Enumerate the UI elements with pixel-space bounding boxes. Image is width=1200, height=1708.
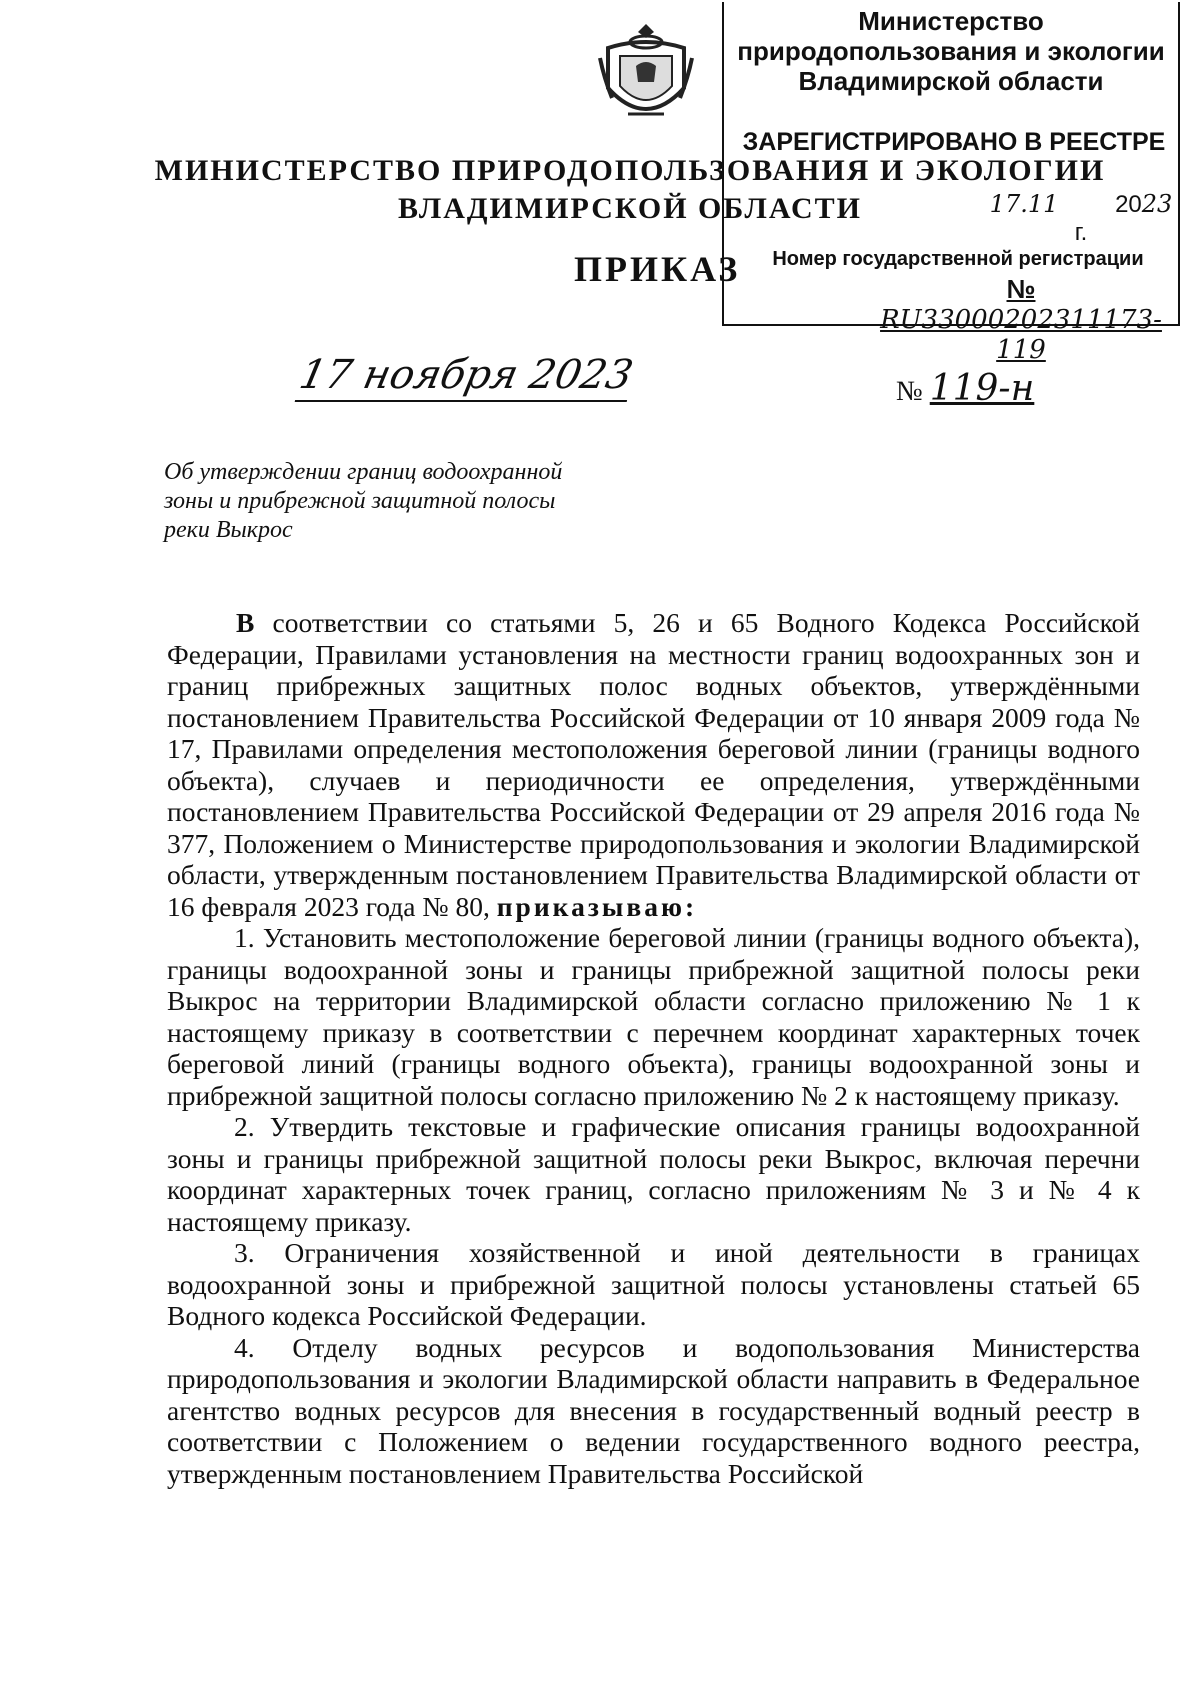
subject-line2: зоны и прибрежной защитной полосы <box>164 488 556 514</box>
stamp-date-handwritten: 17.11 <box>989 190 1059 218</box>
stamp-number-sign: № <box>1006 274 1036 304</box>
order-subject <box>164 458 614 545</box>
intro-paragraph <box>167 607 1140 922</box>
order-number-handwritten: 119-н <box>929 368 1035 409</box>
paragraph-3: 3. Ограничения хозяйственной и иной деятельности в границах водоохранной зоны и прибрежной защитной полосы установлены статьей 65 Водного кодекса Российской Федерации. <box>167 1237 1140 1331</box>
order-number <box>896 368 1034 409</box>
ministry-heading <box>150 152 1110 228</box>
stamp-reg-number <box>864 274 1178 365</box>
order-word: приказываю: <box>496 890 698 922</box>
paragraph-2: 2. Утвердить текстовые и графические описания границы водоохранной зоны и границы прибрежной защитной полосы реки Выкрос, включая перечни координат характерных точек границ, согласно приложениям № 3 и № 4 к настоящему приказу. <box>167 1111 1140 1237</box>
order-number-sign: № <box>896 376 923 407</box>
stamp-registered-label: ЗАРЕГИСТРИРОВАНО В РЕЕСТРЕ <box>742 128 1166 156</box>
stamp-ministry-name <box>724 6 1178 96</box>
ministry-heading-line1: МИНИСТЕРСТВО ПРИРОДОПОЛЬЗОВАНИЯ И ЭКОЛОГИИ <box>154 154 1106 187</box>
ministry-heading-line2: ВЛАДИМИРСКОЙ ОБЛАСТИ <box>398 192 862 225</box>
stamp-reg-number-handwritten: RU33000202311173-119 <box>880 305 1162 365</box>
stamp-line3: Владимирской области <box>798 66 1104 96</box>
stamp-line1: Министерство <box>858 6 1044 36</box>
subject-line1: Об утверждении границ водоохранной <box>164 459 563 485</box>
subject-line3: реки Выкрос <box>164 517 293 543</box>
paragraph-4: 4. Отделу водных ресурсов и водопользования Министерства природопользования и экологии Владимирской области направить в Федеральное агентство водных ресурсов для внесения в государственный водный реестр в соответствии с Положением о ведении государственного водного реестра, утвержденным постановлением Правительства Российской <box>167 1331 1140 1489</box>
intro-lead: В <box>236 607 255 638</box>
order-body <box>167 607 1140 1489</box>
paragraph-1: 1. Установить местоположение береговой линии (границы водного объекта), границы водоохранной зоны и границы прибрежной защитной полосы реки Выкрос на территории Владимирской области согласно приложению № 1 к настоящему приказу в соответствии с перечнем координат характерных точек береговой линий (границы водного объекта), границы водоохранной зоны и прибрежной защитной полосы согласно приложению № 2 к настоящему приказу. <box>167 922 1140 1111</box>
stamp-reg-number-label: Номер государственной регистрации <box>772 248 1144 270</box>
coat-of-arms-emblem <box>598 18 694 130</box>
stamp-year-handwritten: 23 <box>1141 190 1173 218</box>
intro-text: соответствии со статьями 5, 26 и 65 Водного Кодекса Российской Федерации, Правилами установления на местности границ водоохранных зон и границ прибрежных защитных полос водных объектов, утверждёнными постановлением Правительства Российской Федерации от 10 января 2009 года № 17, Правилами определения местоположения береговой линии (границы водного объекта), случаев и периодичности ее определения, утверждёнными постановлением Правительства Российской Федерации от 29 апреля 2016 года № 377, Положением о Министерстве природопользования и экологии Владимирской области, утвержденным постановлением Правительства Владимирской области от 16 февраля 2023 года № 80, <box>167 607 1140 922</box>
stamp-line2: природопользования и экологии <box>737 36 1165 66</box>
stamp-year-suffix: г. <box>1074 219 1088 246</box>
order-title: ПРИКАЗ <box>574 249 741 289</box>
stamp-year-prefix: 20 <box>1115 191 1142 218</box>
order-date-handwritten: 17 ноября 2023 <box>295 352 637 402</box>
